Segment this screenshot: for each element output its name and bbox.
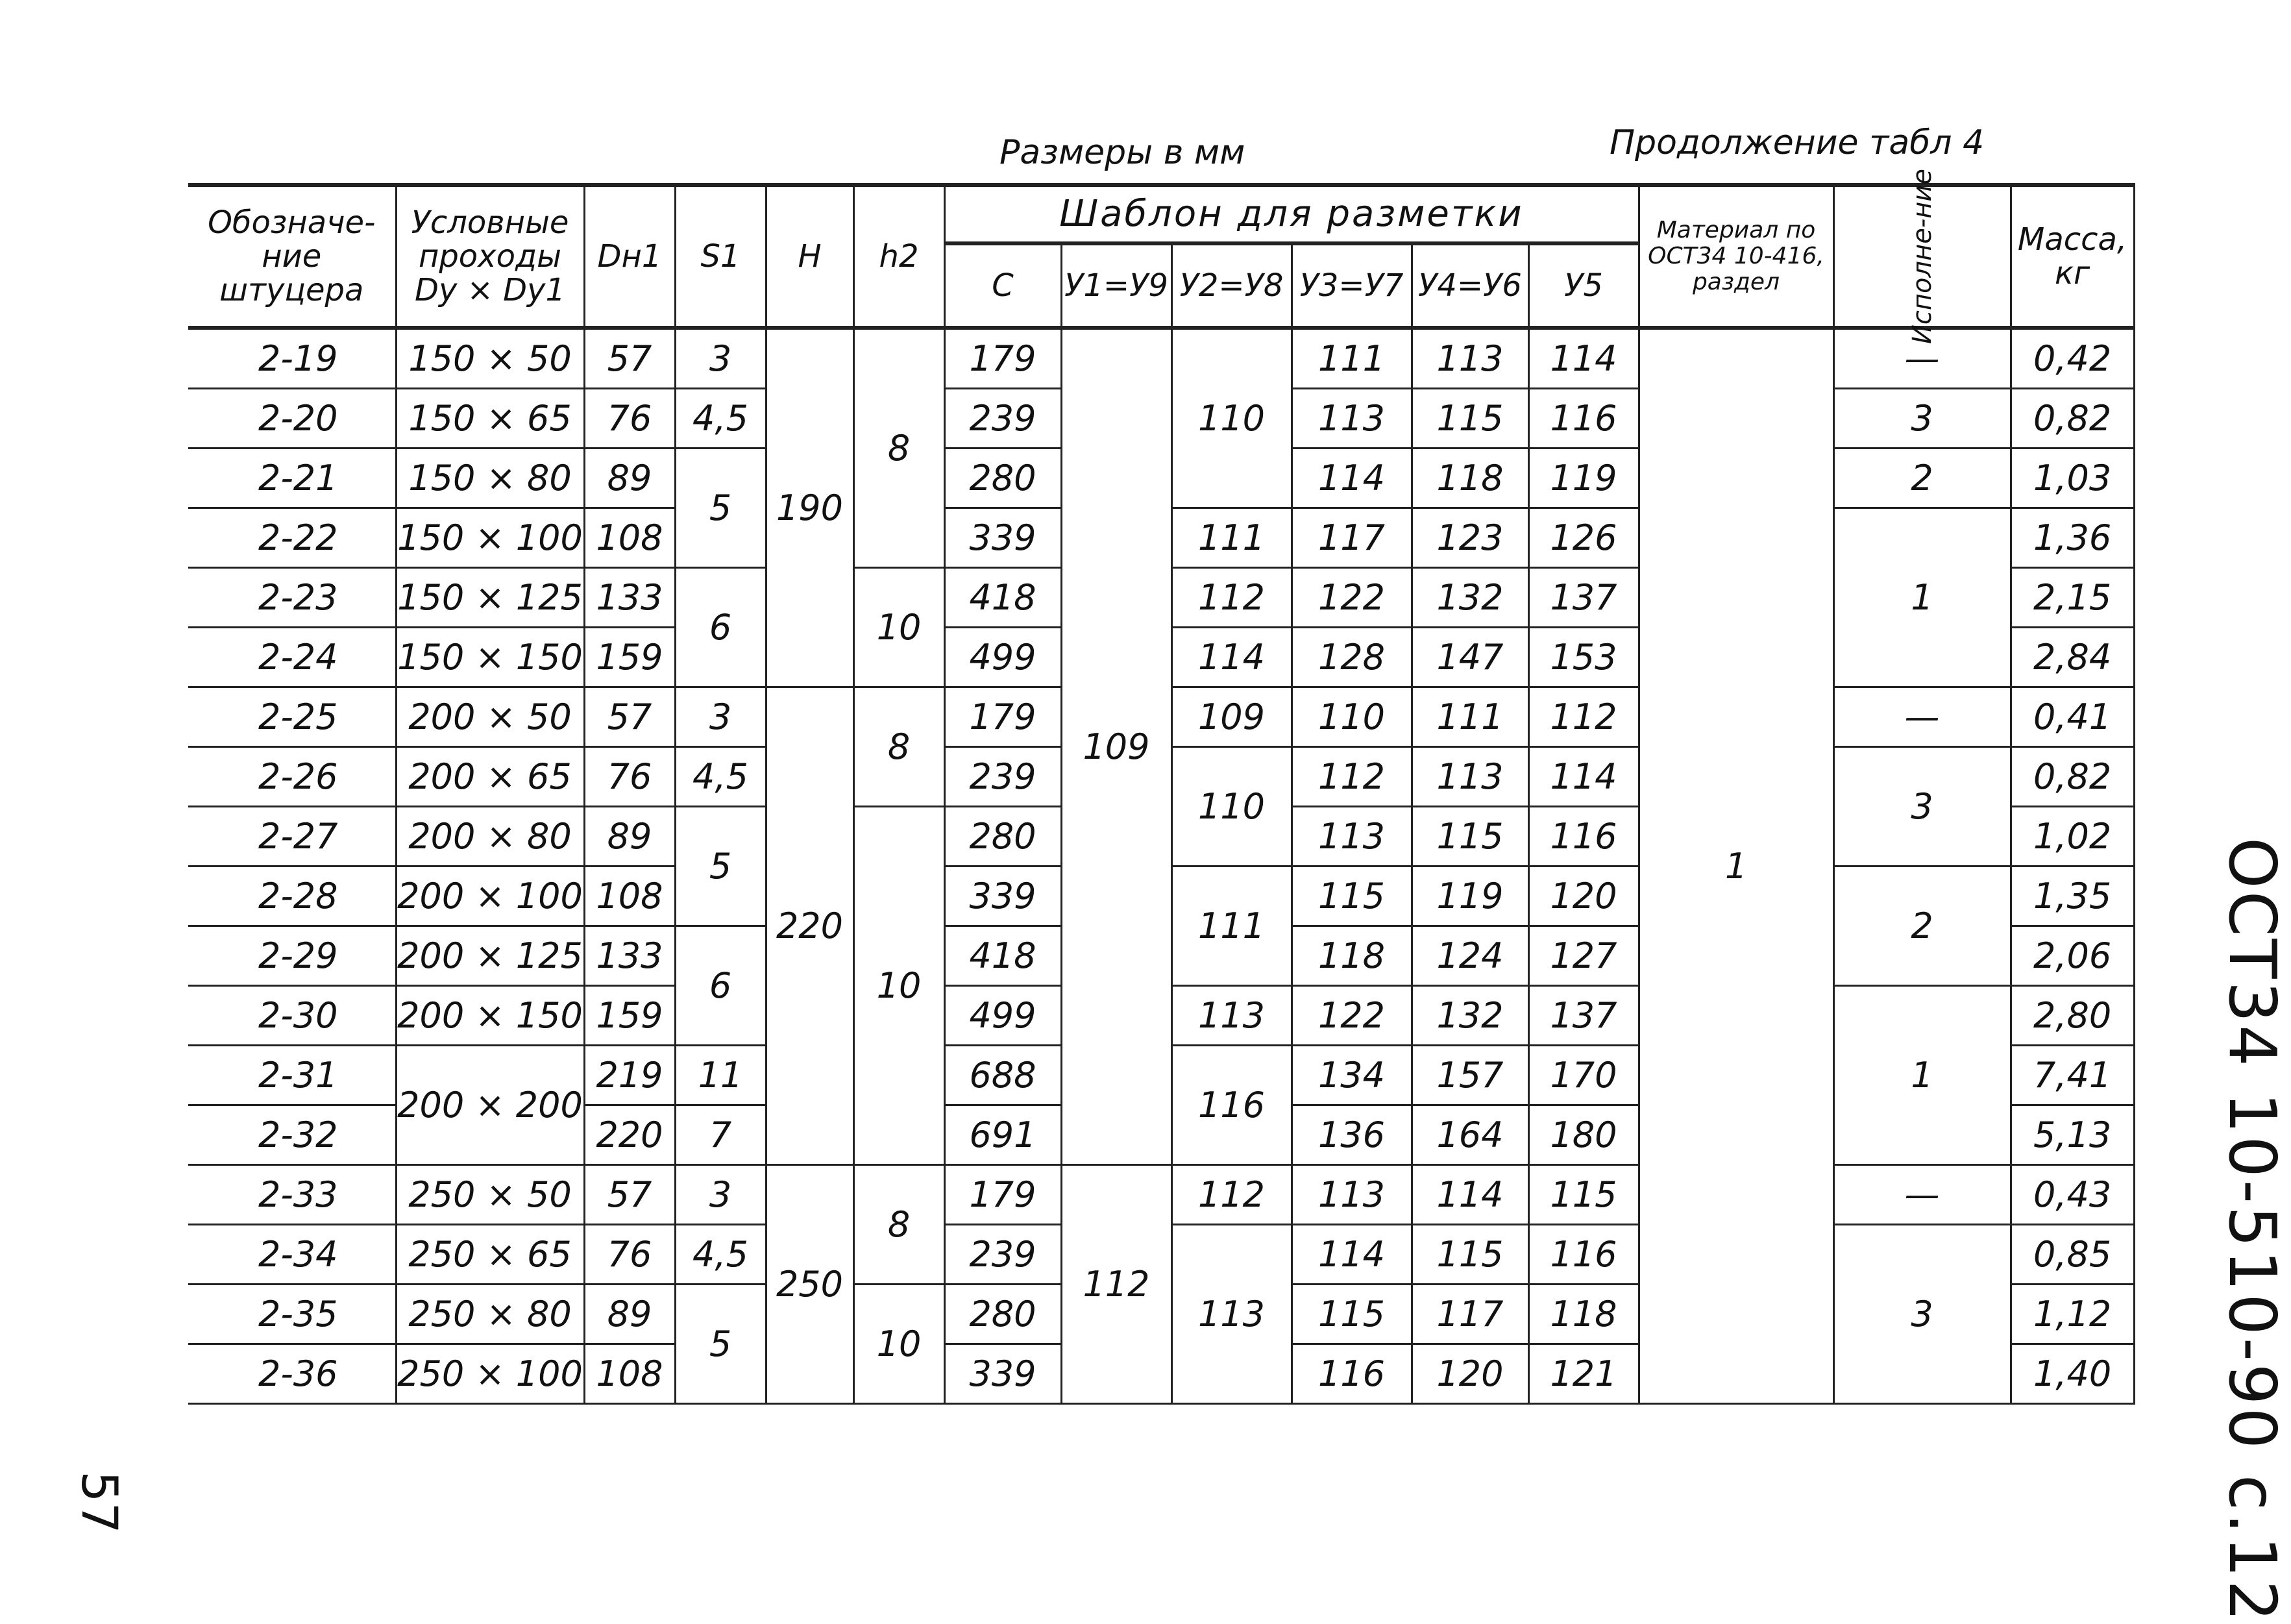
y3y7-cell: 112 — [1292, 747, 1412, 807]
y5-cell: 153 — [1528, 628, 1639, 687]
designation-cell: 2-22 — [188, 508, 396, 568]
dh1-cell: 133 — [584, 926, 675, 986]
passages-cell: 200 × 125 — [396, 926, 584, 986]
c-cell: 280 — [944, 449, 1061, 508]
passages-cell: 250 × 50 — [396, 1165, 584, 1225]
c-cell: 688 — [944, 1046, 1061, 1105]
y5-cell: 126 — [1528, 508, 1639, 568]
y2y8-cell: 109 — [1171, 687, 1292, 747]
col-c-header: C — [944, 243, 1061, 328]
y5-cell: 119 — [1528, 449, 1639, 508]
execution-cell: 3 — [1833, 1225, 2011, 1404]
mass-cell: 1,12 — [2011, 1285, 2134, 1344]
designation-cell: 2-25 — [188, 687, 396, 747]
dimensions-table — [188, 168, 2135, 1405]
document-code: ОСТ34 10-510-90 с.12 — [2214, 837, 2290, 1624]
c-cell: 239 — [944, 1225, 1061, 1285]
col-y4y6-header: У4=У6 — [1412, 243, 1528, 328]
table-row — [188, 1165, 2134, 1225]
designation-cell: 2-31 — [188, 1046, 396, 1105]
col-mass-header: Масса, кг — [2011, 185, 2134, 328]
y4y6-cell: 132 — [1412, 568, 1528, 628]
s1-cell: 3 — [675, 1165, 766, 1225]
execution-cell: 3 — [1833, 389, 2011, 449]
s1-cell: 7 — [675, 1105, 766, 1165]
mass-cell: 0,41 — [2011, 687, 2134, 747]
designation-cell: 2-35 — [188, 1285, 396, 1344]
mass-cell: 0,43 — [2011, 1165, 2134, 1225]
y3y7-cell: 113 — [1292, 807, 1412, 867]
s1-cell: 11 — [675, 1046, 766, 1105]
col-h-header: H — [766, 185, 853, 328]
y3y7-cell: 117 — [1292, 508, 1412, 568]
y5-cell: 137 — [1528, 568, 1639, 628]
y4y6-cell: 147 — [1412, 628, 1528, 687]
y2y8-cell: 116 — [1171, 1046, 1292, 1165]
dh1-cell: 57 — [584, 328, 675, 389]
y4y6-cell: 113 — [1412, 747, 1528, 807]
mass-cell: 1,02 — [2011, 807, 2134, 867]
h-cell: 250 — [766, 1165, 853, 1404]
mass-cell: 7,41 — [2011, 1046, 2134, 1105]
col-material-header: Материал по ОСТ34 10-416, раздел — [1639, 185, 1833, 328]
y4y6-cell: 164 — [1412, 1105, 1528, 1165]
y3y7-cell: 114 — [1292, 449, 1412, 508]
s1-cell: 4,5 — [675, 1225, 766, 1285]
s1-cell: 5 — [675, 449, 766, 568]
col-designation-header: Обозначе-ние штуцера — [188, 185, 396, 328]
c-cell: 499 — [944, 628, 1061, 687]
dh1-cell: 89 — [584, 807, 675, 867]
col-y3y7-header: У3=У7 — [1292, 243, 1412, 328]
execution-cell: 1 — [1833, 508, 2011, 687]
sizes-note: Размеры в мм — [999, 133, 1245, 172]
dh1-cell: 57 — [584, 1165, 675, 1225]
c-cell: 339 — [944, 867, 1061, 926]
passages-cell: 250 × 100 — [396, 1344, 584, 1404]
mass-cell: 0,42 — [2011, 328, 2134, 389]
execution-cell: — — [1833, 1165, 2011, 1225]
dh1-cell: 108 — [584, 867, 675, 926]
y3y7-cell: 136 — [1292, 1105, 1412, 1165]
c-cell: 239 — [944, 747, 1061, 807]
h-cell: 220 — [766, 687, 853, 1165]
y4y6-cell: 118 — [1412, 449, 1528, 508]
execution-cell: 3 — [1833, 747, 2011, 867]
mass-cell: 1,36 — [2011, 508, 2134, 568]
execution-cell: 1 — [1833, 986, 2011, 1165]
designation-cell: 2-24 — [188, 628, 396, 687]
passages-cell: 200 × 80 — [396, 807, 584, 867]
y3y7-cell: 122 — [1292, 986, 1412, 1046]
dh1-cell: 108 — [584, 508, 675, 568]
y3y7-cell: 110 — [1292, 687, 1412, 747]
designation-cell: 2-29 — [188, 926, 396, 986]
passages-cell: 150 × 80 — [396, 449, 584, 508]
y2y8-cell: 111 — [1171, 508, 1292, 568]
c-cell: 239 — [944, 389, 1061, 449]
designation-cell: 2-30 — [188, 986, 396, 1046]
c-cell: 179 — [944, 328, 1061, 389]
y5-cell: 170 — [1528, 1046, 1639, 1105]
y2y8-cell: 112 — [1171, 1165, 1292, 1225]
y4y6-cell: 124 — [1412, 926, 1528, 986]
col-dh1-header: Dн1 — [584, 185, 675, 328]
y3y7-cell: 114 — [1292, 1225, 1412, 1285]
mass-cell: 1,03 — [2011, 449, 2134, 508]
y5-cell: 137 — [1528, 986, 1639, 1046]
passages-cell: 150 × 100 — [396, 508, 584, 568]
y5-cell: 112 — [1528, 687, 1639, 747]
designation-cell: 2-20 — [188, 389, 396, 449]
material-cell: 1 — [1639, 328, 1833, 1404]
passages-cell: 150 × 50 — [396, 328, 584, 389]
designation-cell: 2-28 — [188, 867, 396, 926]
y3y7-cell: 128 — [1292, 628, 1412, 687]
y4y6-cell: 119 — [1412, 867, 1528, 926]
c-cell: 179 — [944, 687, 1061, 747]
y5-cell: 114 — [1528, 328, 1639, 389]
page-number: 57 — [70, 1471, 129, 1534]
mass-cell: 2,15 — [2011, 568, 2134, 628]
y2y8-cell: 114 — [1171, 628, 1292, 687]
passages-cell: 200 × 200 — [396, 1046, 584, 1165]
mass-cell: 5,13 — [2011, 1105, 2134, 1165]
passages-cell: 250 × 80 — [396, 1285, 584, 1344]
dh1-cell: 133 — [584, 568, 675, 628]
y2y8-cell: 110 — [1171, 328, 1292, 508]
passages-cell: 150 × 65 — [396, 389, 584, 449]
designation-cell: 2-21 — [188, 449, 396, 508]
y5-cell: 116 — [1528, 389, 1639, 449]
mass-cell: 0,85 — [2011, 1225, 2134, 1285]
designation-cell: 2-32 — [188, 1105, 396, 1165]
col-y5-header: У5 — [1528, 243, 1639, 328]
passages-cell: 200 × 50 — [396, 687, 584, 747]
mass-cell: 2,06 — [2011, 926, 2134, 986]
y4y6-cell: 123 — [1412, 508, 1528, 568]
execution-cell: 2 — [1833, 449, 2011, 508]
y4y6-cell: 132 — [1412, 986, 1528, 1046]
dh1-cell: 159 — [584, 986, 675, 1046]
y4y6-cell: 115 — [1412, 389, 1528, 449]
y3y7-cell: 113 — [1292, 1165, 1412, 1225]
h2-cell: 10 — [853, 807, 944, 1165]
h-cell: 190 — [766, 328, 853, 687]
y4y6-cell: 113 — [1412, 328, 1528, 389]
s1-cell: 3 — [675, 687, 766, 747]
y5-cell: 120 — [1528, 867, 1639, 926]
designation-cell: 2-36 — [188, 1344, 396, 1404]
y4y6-cell: 157 — [1412, 1046, 1528, 1105]
y5-cell: 118 — [1528, 1285, 1639, 1344]
s1-cell: 3 — [675, 328, 766, 389]
col-y2y8-header: У2=У8 — [1171, 243, 1292, 328]
y5-cell: 116 — [1528, 1225, 1639, 1285]
mass-cell: 2,84 — [2011, 628, 2134, 687]
passages-cell: 250 × 65 — [396, 1225, 584, 1285]
execution-cell: — — [1833, 328, 2011, 389]
designation-cell: 2-26 — [188, 747, 396, 807]
continuation-note: Продолжение табл 4 — [1610, 123, 1985, 162]
y3y7-cell: 134 — [1292, 1046, 1412, 1105]
y4y6-cell: 120 — [1412, 1344, 1528, 1404]
designation-cell: 2-33 — [188, 1165, 396, 1225]
col-s1-header: S1 — [675, 185, 766, 328]
dh1-cell: 76 — [584, 1225, 675, 1285]
y5-cell: 114 — [1528, 747, 1639, 807]
y4y6-cell: 114 — [1412, 1165, 1528, 1225]
s1-cell: 6 — [675, 568, 766, 687]
y2y8-cell: 113 — [1171, 986, 1292, 1046]
y1y9-cell: 109 — [1061, 328, 1171, 1165]
passages-cell: 150 × 125 — [396, 568, 584, 628]
dh1-cell: 219 — [584, 1046, 675, 1105]
mass-cell: 0,82 — [2011, 389, 2134, 449]
c-cell: 339 — [944, 508, 1061, 568]
s1-cell: 5 — [675, 807, 766, 926]
s1-cell: 4,5 — [675, 389, 766, 449]
h2-cell: 10 — [853, 1285, 944, 1404]
y3y7-cell: 113 — [1292, 389, 1412, 449]
mass-cell: 1,35 — [2011, 867, 2134, 926]
dh1-cell: 159 — [584, 628, 675, 687]
designation-cell: 2-23 — [188, 568, 396, 628]
designation-cell: 2-19 — [188, 328, 396, 389]
h2-cell: 8 — [853, 687, 944, 807]
y5-cell: 180 — [1528, 1105, 1639, 1165]
designation-cell: 2-27 — [188, 807, 396, 867]
c-cell: 691 — [944, 1105, 1061, 1165]
c-cell: 418 — [944, 926, 1061, 986]
y3y7-cell: 111 — [1292, 328, 1412, 389]
y2y8-cell: 113 — [1171, 1225, 1292, 1404]
dh1-cell: 89 — [584, 449, 675, 508]
y3y7-cell: 115 — [1292, 1285, 1412, 1344]
y1y9-cell: 112 — [1061, 1165, 1171, 1404]
y5-cell: 121 — [1528, 1344, 1639, 1404]
mass-cell: 2,80 — [2011, 986, 2134, 1046]
dh1-cell: 220 — [584, 1105, 675, 1165]
c-cell: 339 — [944, 1344, 1061, 1404]
dh1-cell: 57 — [584, 687, 675, 747]
y2y8-cell: 111 — [1171, 867, 1292, 986]
col-execution-header — [1833, 168, 2011, 345]
col-passages-header: Условные проходы Dy × Dy1 — [396, 185, 584, 328]
y5-cell: 127 — [1528, 926, 1639, 986]
col-y1y9-header: У1=У9 — [1061, 243, 1171, 328]
dh1-cell: 76 — [584, 747, 675, 807]
designation-cell: 2-34 — [188, 1225, 396, 1285]
passages-cell: 200 × 100 — [396, 867, 584, 926]
c-cell: 418 — [944, 568, 1061, 628]
passages-cell: 200 × 150 — [396, 986, 584, 1046]
passages-cell: 150 × 150 — [396, 628, 584, 687]
y5-cell: 116 — [1528, 807, 1639, 867]
col-h2-header: h2 — [853, 185, 944, 328]
c-cell: 280 — [944, 1285, 1061, 1344]
y3y7-cell: 122 — [1292, 568, 1412, 628]
y4y6-cell: 115 — [1412, 807, 1528, 867]
y3y7-cell: 118 — [1292, 926, 1412, 986]
c-cell: 499 — [944, 986, 1061, 1046]
y5-cell: 115 — [1528, 1165, 1639, 1225]
col-template-header: Шаблон для разметки — [944, 185, 1639, 243]
y4y6-cell: 117 — [1412, 1285, 1528, 1344]
c-cell: 179 — [944, 1165, 1061, 1225]
execution-cell: — — [1833, 687, 2011, 747]
col-execution-label: Исполне-ние — [1907, 168, 1937, 345]
table-row — [188, 328, 2134, 389]
h2-cell: 8 — [853, 328, 944, 568]
mass-cell: 1,40 — [2011, 1344, 2134, 1404]
s1-cell: 6 — [675, 926, 766, 1046]
s1-cell: 4,5 — [675, 747, 766, 807]
y4y6-cell: 115 — [1412, 1225, 1528, 1285]
c-cell: 280 — [944, 807, 1061, 867]
dh1-cell: 89 — [584, 1285, 675, 1344]
h2-cell: 8 — [853, 1165, 944, 1285]
y3y7-cell: 115 — [1292, 867, 1412, 926]
y2y8-cell: 110 — [1171, 747, 1292, 867]
y4y6-cell: 111 — [1412, 687, 1528, 747]
s1-cell: 5 — [675, 1285, 766, 1404]
y3y7-cell: 116 — [1292, 1344, 1412, 1404]
mass-cell: 0,82 — [2011, 747, 2134, 807]
passages-cell: 200 × 65 — [396, 747, 584, 807]
dh1-cell: 108 — [584, 1344, 675, 1404]
dh1-cell: 76 — [584, 389, 675, 449]
execution-cell: 2 — [1833, 867, 2011, 986]
h2-cell: 10 — [853, 568, 944, 687]
y2y8-cell: 112 — [1171, 568, 1292, 628]
